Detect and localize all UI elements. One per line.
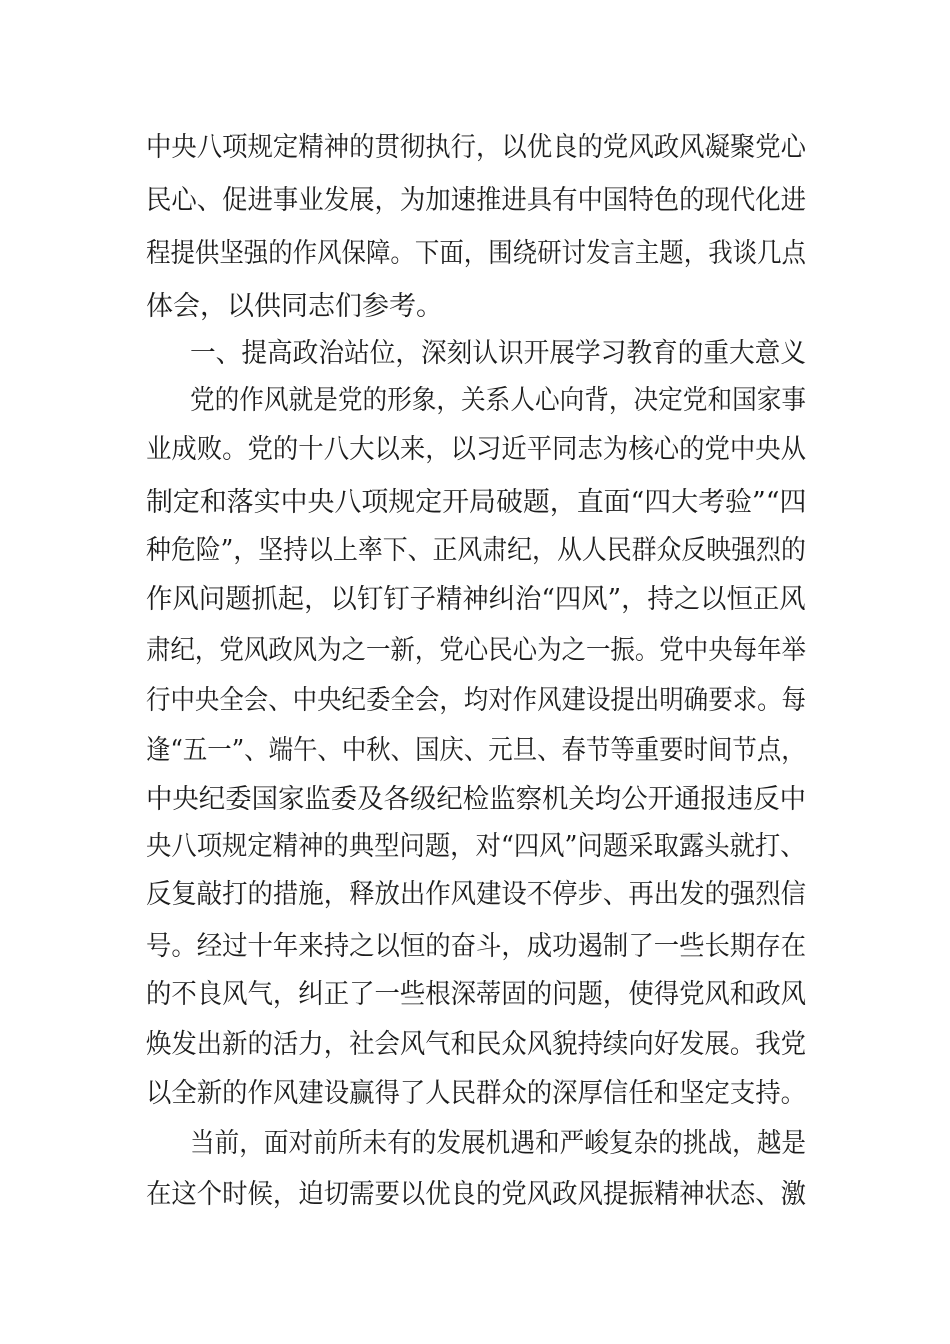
text-line: 党的作风就是党的形象，关系人心向背，决定党和国家事: [190, 385, 807, 416]
text-line: 以全新的作风建设赢得了人民群众的深厚信任和坚定支持。: [146, 1078, 807, 1109]
text-line: 焕发出新的活力，社会风气和民众风貌持续向好发展。我党: [146, 1029, 807, 1060]
text-line: 中央纪委国家监委及各级纪检监察机关均公开通报违反中: [146, 784, 807, 815]
text-line: 体会，以供同志们参考。: [146, 291, 443, 322]
text-line: 作风问题抓起，以钉钉子精神纠治“四风”，持之以恒正风: [146, 584, 806, 615]
section-heading: 一、提高政治站位，深刻认识开展学习教育的重大意义: [190, 338, 806, 369]
text-line: 肃纪，党风政风为之一新，党心民心为之一振。党中央每年举: [146, 635, 806, 666]
text-line: 的不良风气，纠正了一些根深蒂固的问题，使得党风和政风: [146, 979, 807, 1010]
text-line: 行中央全会、中央纪委全会，均对作风建设提出明确要求。每: [146, 685, 806, 716]
text-line: 种危险”，坚持以上率下、正风肃纪，从人民群众反映强烈的: [146, 535, 806, 566]
text-line: 逢“五一”、端午、中秋、国庆、元旦、春节等重要时间节点，: [146, 735, 806, 766]
text-line: 中央八项规定精神的贯彻执行，以优良的党风政风凝聚党心: [146, 132, 807, 163]
text-line: 在这个时候，迫切需要以优良的党风政风提振精神状态、激: [146, 1179, 807, 1210]
text-line: 制定和落实中央八项规定开局破题，直面“四大考验”“四: [146, 487, 807, 518]
text-line: 程提供坚强的作风保障。下面，围绕研讨发言主题，我谈几点: [146, 238, 806, 269]
text-line: 民心、促进事业发展，为加速推进具有中国特色的现代化进: [146, 185, 807, 216]
text-line: 反复敲打的措施，释放出作风建设不停步、再出发的强烈信: [146, 879, 807, 910]
text-line: 央八项规定精神的典型问题，对“四风”问题采取露头就打、: [146, 831, 806, 862]
text-line: 当前，面对前所未有的发展机遇和严峻复杂的挑战，越是: [190, 1128, 807, 1159]
text-line: 业成败。党的十八大以来，以习近平同志为核心的党中央从: [146, 434, 807, 465]
text-line: 号。经过十年来持之以恒的奋斗，成功遏制了一些长期存在: [146, 931, 807, 962]
